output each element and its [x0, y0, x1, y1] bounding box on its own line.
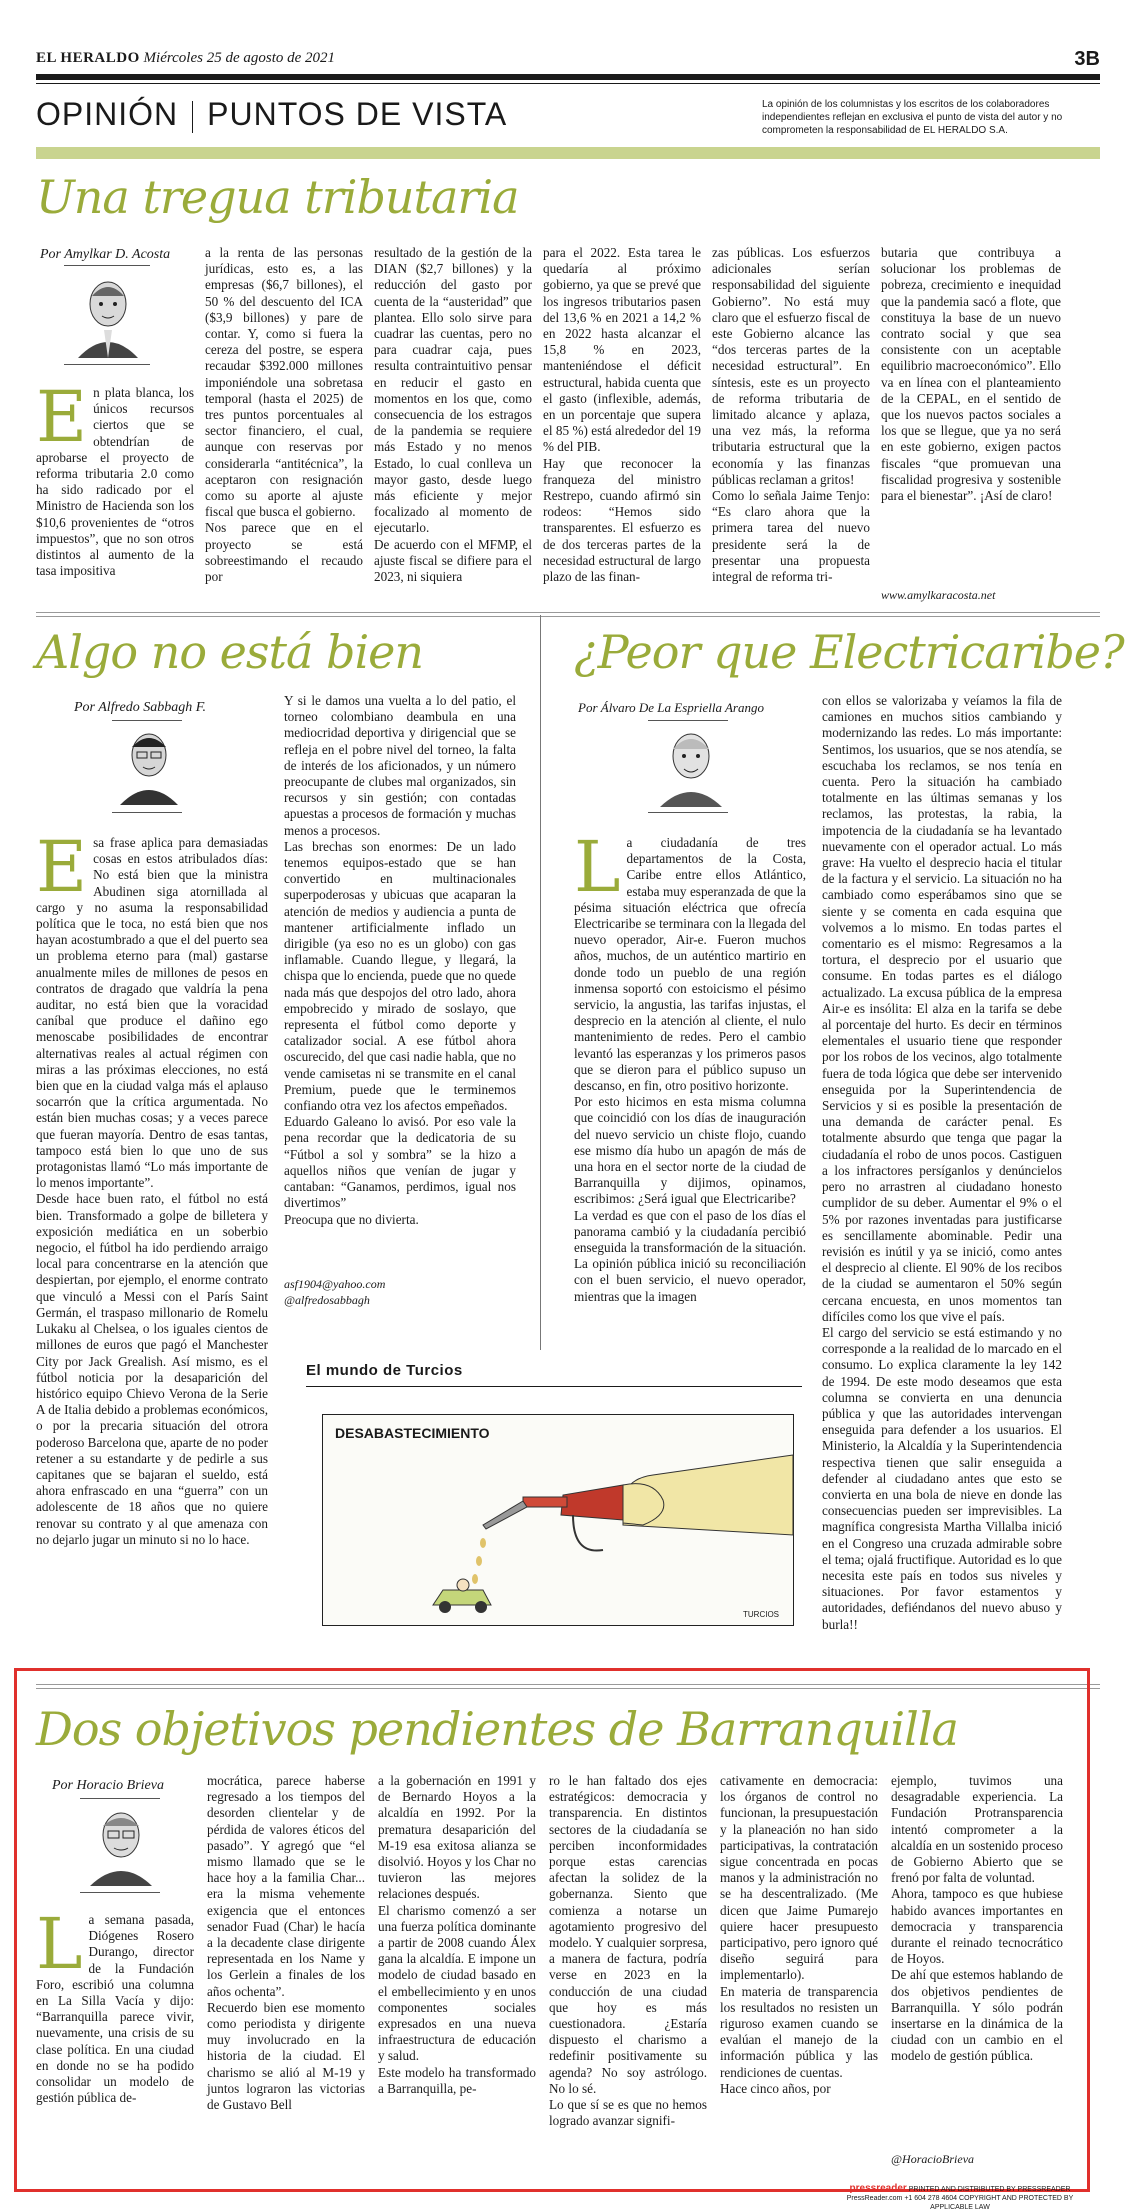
article4-col3 [378, 1773, 536, 2173]
article2-col1 [36, 826, 268, 1710]
dropcap: E [36, 376, 88, 458]
portrait-rule [80, 1892, 160, 1893]
author-portrait-espriella [656, 725, 726, 807]
dropcap: L [574, 826, 621, 908]
article1-col2 [205, 245, 363, 625]
article2-col2 [284, 693, 516, 1273]
portrait-rule [648, 720, 728, 721]
headline-article2: Algo no está bien [36, 625, 424, 679]
author-twitter[interactable]: @alfredosabbagh [284, 1293, 370, 1307]
article1-text: n plata blanca, los únicos recursos ciertos que se obtendrían de aprobarse el proyecto de reforma tributaria 2.0 como ha sido radicado por el Ministro de Hacienda son los $10,6 provenientes de “otros impuestos”, que no son otros distintos al aumento de la tasa impositiva [36, 385, 194, 579]
author-website[interactable]: www.amylkaracosta.net [881, 588, 996, 602]
headline-article3: ¿Peor que Electricaribe? [574, 625, 1124, 679]
article4-col6 [891, 1773, 1063, 2148]
article3-col1 [574, 826, 806, 1304]
cartoon-drawing [323, 1415, 793, 1625]
cartoon-rule [306, 1386, 802, 1387]
portrait-rule [80, 1798, 160, 1799]
author-portrait-brieva [86, 1804, 156, 1886]
author-email[interactable]: asf1904@yahoo.com [284, 1277, 386, 1291]
headline-article1: Una tregua tributaria [36, 170, 519, 224]
portrait-rule [648, 812, 728, 813]
cartoonist-signature: TURCIOS [743, 1610, 779, 1619]
article4-text: ejemplo, tuvimos una desagradable experiencia. La Fundación Protransparencia intentó comprometer a la alcaldía en un sostenido proceso de Gobierno Abierto que se frenó por falta de voluntad. Ahora, tampoco es que hubiese habido avances importantes en democracia y transparencia durante el reinado tecnocrático de Hoyos. De ahí que estemos hablando de dos objetivos pendientes de Barranquilla. Y sólo podrán insertarse en la dinámica de la ciudad con un cambio en el modelo de gestión pública. [891, 1773, 1063, 2064]
article1-text: zas públicas. Los esfuerzos adicionales serían responsabilidad del siguiente Gobierno”. No está muy claro que el esfuerzo fiscal de este Gobierno alcance las “dos terceras partes de la necesidad estructural”. En síntesis, este es un proyecto de reforma tributaria de limitado alcance y aplaza, una vez más, la reforma tributaria estructural que la economía y las finanzas públicas reclaman a gritos! Como lo señala Jaime Tenjo: “Es claro ahora que la primera tarea del nuevo presidente será la de presentar una propuesta integral de reforma tri- [712, 245, 870, 585]
paper-name: EL HERALDO [36, 50, 140, 66]
article4-text: a la gobernación en 1991 y de Bernardo Hoyos a la alcaldía en 1992. Por la prematura desaparición del M-19 esa exitosa alianza se disolvió. Hoyos y los Char no tuvieron las mejores relaciones después. El charismo comenzó a ser una fuerza política dominante a partir de 2008 cuando Álex gana la alcaldía. E impone un modelo de ciudad basado en el embellecimiento y en unos componentes sociales expresados en una nueva infraestructura de educación y salud. Este modelo ha transformado a Barranquilla, pe- [378, 1773, 536, 2096]
article1-text: para el 2022. Esta tarea le quedaría al próximo gobierno, ya que se prevé que los ingresos tributarios pasen del 13,6 % en 2021 a 14,2 % en 2022 hasta alcanzar el 15,8 % en 2023, manteniéndose el déficit estructural, habida cuenta que el gasto (inflexible, además, en un porcentaje que supera el 85 %) está alrededor del 19 % del PIB. Hay que reconocer la franqueza del ministro Restrepo, cuando afirmó sin rodeos: “Hemos sido transparentes. El esfuerzo es de dos terceras partes de la necesidad estructural de largo plazo de las finan- [543, 245, 701, 585]
article4-col2 [207, 1773, 365, 2173]
article1-col6 [881, 245, 1061, 585]
article4-text: a semana pasada, Diógenes Rosero Durango, director de la Fundación Foro, escribió una columna en La Silla Vacía y dijo: “Barranquilla parece vivir, nuevamente, una crisis de su clase política. En una ciudad en donde no se ha podido consolidar un modelo de gestión pública de- [36, 1912, 194, 2106]
portrait-rule [112, 720, 182, 721]
author-portrait-acosta [72, 272, 144, 358]
portrait-rule [64, 265, 150, 266]
article2-text: sa frase aplica para demasiadas cosas en estos atribulados días: No está bien que la ministra Abudinen siga atornillada al cargo y no asuma la responsabilidad política que le toca, no está bien que nos hayan acostumbrado a que el del puerto sea un problema eterno para (mal) gastarse anualmente miles de millones de pesos en contratos de dragado que valdría la pena auditar, no está bien que la voracidad caníbal que produce el dañino ego menoscabe posibilidades de encontrar alternativas reales al actual régimen con miras a las próximas elecciones, no está bien que en la ciudad valga más el aplauso socarrón que la crítica argumentada. No están bien muchas cosas; y a veces parece que fueran mayoría. Dentro de esas tantas, tampoco está bien lo que uno de sus protagonistas llamó “Lo más importante de lo menos importante”. Desde hace buen rato, el fútbol no está bien. Transformado a golpe de billetera y exposición mediática en un soberbio negocio, el fútbol ha ido perdiendo arraigo local para concentrarse en la atención que despiertan, por ejemplo, el enorme contrato que vinculó a Messi con el París Saint Germán, el traspaso millonario de Romelu Lukaku al Chelsea, o los iguales cientos de millones de euros que pagó el Manchester City por Jack Grealish. Así mismo, es el fútbol noticia por la desaparición del histórico equipo Chievo Verona de la Serie A de Italia debido a problemas económicos, o por la precaria situación del otrora poderoso Barcelona que, aparte de no poder retener a su estandarte y de pedirle a sus capitanes que se bajaran el sueldo, está ahora enfrascado en una “guerra” con un adolescente de 18 años que no quiere renovar su contrato y al que amenaza con no dejarlo jugar un minuto si no lo hace. [36, 835, 268, 1547]
byline-article4: Por Horacio Brieva [52, 1778, 164, 1793]
portrait-rule [112, 812, 182, 813]
footer-line2: PressReader.com +1 604 278 4604 [846, 2195, 958, 2202]
section-opinion: OPINIÓN [36, 96, 179, 132]
pressreader-footer [840, 2184, 1080, 2212]
byline-article2: Por Alfredo Sabbagh F. [74, 700, 206, 715]
cartoon-section-title: El mundo de Turcios [306, 1362, 463, 1379]
article2-text: Y si le damos una vuelta a lo del patio, el torneo colombiano deambula en una mediocridad deportiva y dirigencial que se refleja en el pobre nivel del torneo, la falta de interés de los aficionados, y un número preocupante de clubes mal organizados, sin recursos y sin gestión; con contadas apuestas a procesos de formación y muchas menos a procesos. Las brechas son enormes: De un lado tenemos equipos-estado que se han convertido en multinacionales superpoderosas y ubicuas que acaparan la atención de medios y audiencia a punta de mantener artificialmente inflado un dirigible (ya eso no es un globo) con gas inflamable. Cuando llegue, y llegará, la chispa que lo encienda, puede que no quede nada más que despojos del otro lado, ahora empobrecido y mirado de soslayo, que representa el fútbol como deporte y catalizador social. A ese fútbol ahora oscurecido, del que casi nadie habla, que no vende camisetas ni se transmite en el canal Premium, puede que le terminemos confiando otra vez los afectos empeñados. Eduardo Galeano lo avisó. Por eso vale la pena recordar que la dedicatoria de su “Fútbol a sol y sombra” se la hizo a aquellos niños que venían de jugar y cantaban: “Ganamos, perdimos, igual nos divertimos” Preocupa que no divierta. [284, 693, 516, 1227]
section-band [36, 147, 1100, 159]
article4-col1 [36, 1903, 194, 2174]
article1-text: butaria que contribuya a solucionar los problemas de pobreza, crecimiento e inequidad que la pandemia sacó a flote, que constituya la base de un nuevo contrato social y que sea consistente con un aceptable equilibrio macroeconómico”. Ello va en línea con el planteamiento de la CEPAL, en el sentido de que los nuevos pactos sociales a los que se llegue, que ya no será en este gobierno, exigen pactos fiscales “que promuevan una fiscalidad progresiva y sostenible para el bienestar”. ¡Así de claro! [881, 245, 1061, 504]
column-divider [540, 615, 541, 1350]
article4-text: cativamente en democracia: los órganos de control no funcionan, la presupuestación y la planeación no han sido participativas, la contratación sigue concentrada en pocas manos y la administración no se ha descentralizado. (Me dicen que Jaime Pumarejo quiere hacer presupuesto participativo, pero ignoro qué diseño seguirá para implementarlo). En materia de transparencia los resultados no resisten un riguroso examen cuando se evalúan el manejo de la información pública y las rendiciones de cuentas. Hace cinco años, por [720, 1773, 878, 2096]
article1-col5 [712, 245, 870, 625]
article4-col4 [549, 1773, 707, 2173]
article4-text: ro le han faltado dos ejes estratégicos: democracia y transparencia. En distintos sectores de la ciudadanía se perciben inconformidades porque estas carencias afectan la solidez de la gobernanza. Siento que comienza a notarse un agotamiento progresivo del modelo. Y cualquier sorpresa, a manera de factura, podría verse en 2023 en la conducción de una ciudad que hoy es más cuestionadora. ¿Estaría dispuesto el charismo a redefinir positivamente su agenda? No soy astrólogo. No lo sé. Lo que sí se es que no hemos logrado avanzar signifi- [549, 1773, 707, 2129]
footer-line3: COPYRIGHT AND PROTECTED BY APPLICABLE LAW [930, 2195, 1074, 2211]
byline-article1: Por Amylkar D. Acosta [40, 247, 171, 262]
cartoon-frame [322, 1414, 794, 1626]
portrait-rule [64, 364, 150, 365]
article1-col1 [36, 376, 194, 620]
article-divider [36, 616, 1100, 617]
article-divider [36, 612, 1100, 613]
cartoon-caption: DESABASTECIMIENTO [335, 1425, 490, 1441]
dropcap: E [36, 826, 88, 908]
author-portrait-sabbagh [116, 725, 182, 805]
section-puntos: PUNTOS DE VISTA [207, 96, 508, 132]
disclaimer: La opinión de los columnistas y los escritos de los colaboradores independientes reflejan en exclusiva el punto de vista del autor y no comprometen la responsabilidad de EL HERALDO S.A. [762, 99, 1063, 136]
issue-date: Miércoles 25 de agosto de 2021 [143, 50, 336, 66]
masthead-rule-thin [36, 83, 1100, 84]
article4-text: mocrática, parece haberse regresado a los tiempos del desorden clientelar y de pérdida de valores éticos del pasado”. Y agregó que “el mismo llamado que se le hace hoy a la familia Char... era la misma vehemente exigencia que el entonces senador Fuad (Char) le hacía a la decadente clase dirigente representada en los Name y los Gerlein a finales de los años ochenta”. Recuerdo bien ese momento como periodista y dirigente muy involucrado en la historia de la ciudad. El charismo se alió al M-19 y juntos lograron las victorias de Gustavo Bell [207, 1773, 365, 2113]
article1-col4 [543, 245, 701, 625]
author-twitter[interactable]: @HoracioBrieva [891, 2152, 975, 2166]
masthead [36, 50, 335, 67]
section-title [36, 96, 507, 133]
article1-text: resultado de la gestión de la DIAN ($2,7 billones) y la reducción del gasto por cuenta de la “austeridad” que plantea. Ello solo sirve para cuadrar las cuentas, pero no para cuadrar caja, pues resulta contraintuitivo pensar en reducir el gasto en momentos en los que, como consecuencia de los estragos de la pandemia se requiere más Estado y no menos Estado, lo cual conlleva un mayor gasto, desde luego más eficiente y mejor focalizado al momento de ejecutarlo. De acuerdo con el MFMP, el ajuste fiscal se difiere para el 2023, ni siquiera [374, 245, 532, 585]
headline-article4: Dos objetivos pendientes de Barranquilla [36, 1702, 958, 1756]
article1-text: a la renta de las personas jurídicas, esto es, a las empresas ($6,7 billones), el 50 % del descuento del ICA ($3,9 billones) y pare de contar. Y, como si fuera la cereza del postre, se espera recaudar $392.000 millones imponiéndole una sobretasa temporal (hasta el 2025) de tres puntos porcentuales al sector financiero, el cual, aunque con reservas por considerarla “antitécnica”, la aceptaron con resignación como su aporte al ajuste fiscal que busca el gobierno. Nos parece que en el proyecto se está sobreestimando el recaudo por [205, 245, 363, 585]
article3-col2 [822, 693, 1062, 1673]
article3-text: a ciudadanía de tres departamentos de la Costa, Caribe entre ellos Atlántico, estaba muy esperanzada de que la pésima situación eléctrica que ofrecía Electricaribe se terminara con la llegada del nuevo operador, Air-e. Fueron muchos años, muchos, de un auténtico martirio en donde todo un pueblo de una región inmensa soportó con estoicismo el pésimo servicio, la angustia, las tarifas injustas, el desprecio en la atención al cliente, el nulo mantenimiento de redes. Pero el cambio levantó las esperanzas y los primeros pasos que se dieron para el público supuso un descanso, en fin, otro positivo horizonte. Por esto hicimos en esta misma columna que coincidió con los días de inauguración del nuevo servicio un chiste flojo, cuando ese mismo día hubo un apagón de más de una hora en el sector norte de la ciudad de Barranquilla y dijimos, opinamos, escribimos: ¿Será igual que Electricaribe? La verdad es que con el paso de los días el panorama cambió y la ciudadanía percibió enseguida la transformación de la situación. La opinión pública inició su reconciliación con el buen servicio, el nuevo operador, mientras que la imagen [574, 835, 806, 1304]
footer-line1: PRINTED AND DISTRIBUTED BY PRESSREADER [908, 2186, 1071, 2193]
byline-article3: Por Álvaro De La Espriella Arango [578, 700, 764, 715]
page-number: 3B [1074, 48, 1100, 70]
dropcap: L [36, 1903, 83, 1985]
article4-col5 [720, 1773, 878, 2173]
article3-text: con ellos se valorizaba y veíamos la fila de camiones en muchos sitios cambiando y modernizando las redes. Lo más importante: Sentimos, los usuarios, que se nos atendía, se escuchaba los reclamos, se nos tenía en cuenta. Pero la situación ha cambiado totalmente en las últimas semanas y los reclamos, las protestas, la rabia, la impotencia de la ciudadanía se ha levantado nuevamente con el operador actual. Lo más grave: Ha vuelto el desprecio hacia el titular de la factura y el servicio. La situación no ha cambiado como esperábamos sino que se siente y se comenta en cada esquina que volvemos a lo mismo. En todas partes el comentario es el mismo: Regresamos a la tortura, el desprecio por el usuario que consume. En todas partes es el diálogo actualizado. La excusa pública de la empresa Air-e es insólita: El alza en la tarifa se debe al porcentaje del hurto. Es decir en términos elementales el usuario tiene que responder por los robos de los vecinos, algo totalmente fuera de toda lógica que debe ser intervenido enseguida por la Superintendencia de Servicios y si es posible la presentación de una demanda de carácter penal. Es totalmente absurdo que tenga que pagar la ciudadanía el robo de unos pocos. Castiguen a los infractores persíganlos y denúncielos pero no arrastren al ciudadano honesto cumplidor de su deber. Aumentar el 9% o el 5% por razones inventadas para justificarse es sencillamente abominable. Pedir una revisión es inútil y ya se inició, como antes el desprecio al cliente. El 90% de los recibos de la ciudad se aumentaron el 50% según cercana encuesta, en unos momentos tan difíciles como los que vive el país. El cargo del servicio se está estimando y no corresponde a la realidad de lo marcado en el consumo. Lo explica claramente la ley 142 de 1994. De este modo deseamos que esta columna se convierta en una denuncia pública y que las autoridades intervengan enseguida para defender a los usuarios. El Ministerio, la Alcaldía y la Superintendencia respectiva tienen que salir enseguida a defender al ciudadano antes que esto se convierta en una bola de nieve en donde las consecuencias pueden ser imprevisibles. La magnífica congresista Martha Villalba inició en el Congreso una cruzada admirable sobre el tema; ojalá fructifique. Autoridad es lo que necesita este país en todos sus niveles y situaciones. Por favor estamentos y autoridades, defiéndanos del nuevo abuso y burla!! [822, 693, 1062, 1632]
masthead-rule [36, 74, 1100, 80]
article1-col3 [374, 245, 532, 625]
pressreader-logo: pressreader [849, 2183, 907, 2194]
